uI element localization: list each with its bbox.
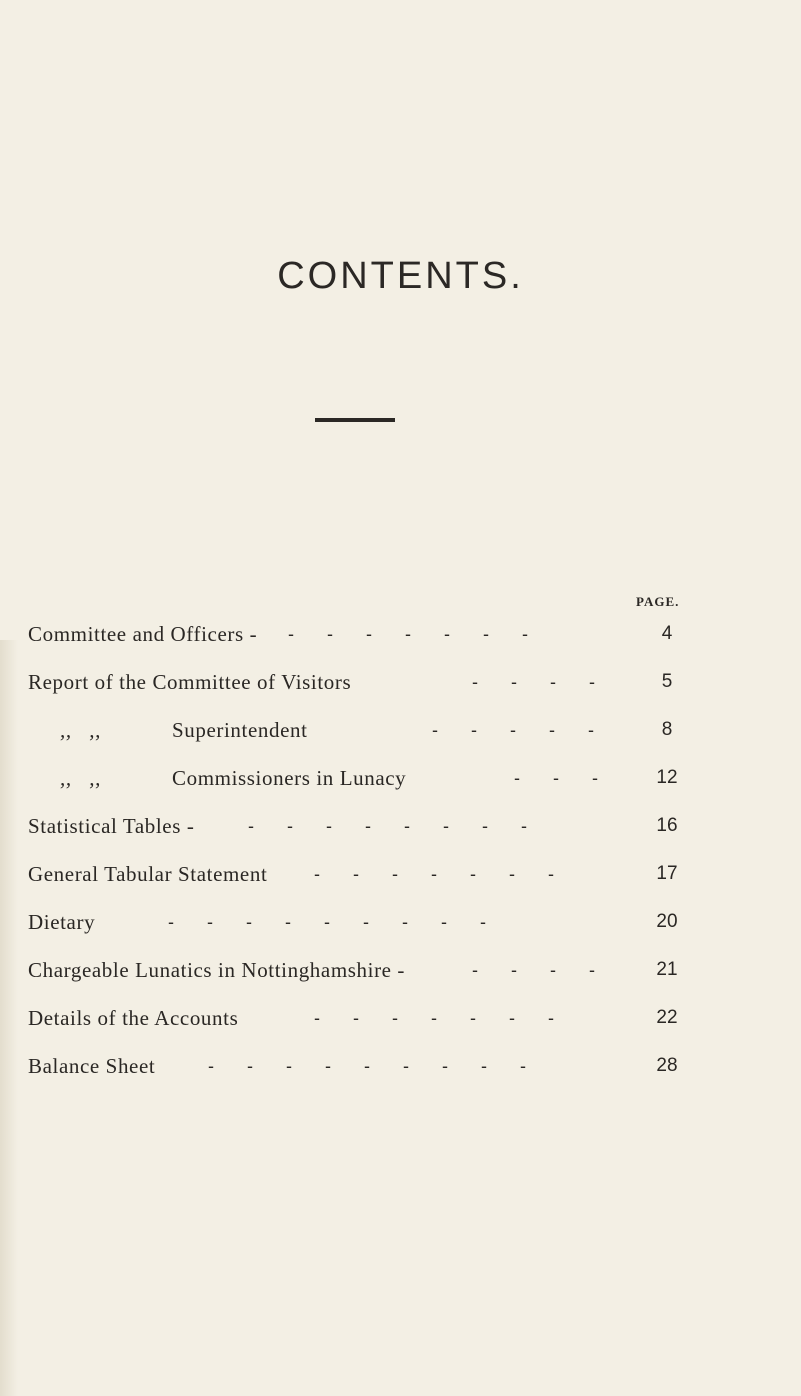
- title-rule: [315, 418, 395, 422]
- toc-entry-page: 4: [661, 623, 673, 644]
- toc-entry: [0, 946, 801, 994]
- page-title: CONTENTS.: [277, 255, 524, 297]
- toc-entry: [0, 802, 801, 850]
- leader-dots: - - - - - - -: [288, 624, 542, 644]
- toc-entry-page: 22: [656, 1007, 678, 1028]
- page-column-header: PAGE.: [636, 594, 680, 609]
- toc-entry-page: 17: [656, 863, 678, 884]
- toc-entry: [0, 898, 801, 946]
- leader-dots: - - - - -: [432, 720, 608, 740]
- ditto-marks: ,, ,,: [60, 718, 101, 742]
- toc-entry-label: [60, 754, 406, 802]
- toc-entry-text: Commissioners in Lunacy: [172, 766, 407, 790]
- toc-entry-page: 8: [661, 719, 673, 740]
- toc-entry-page: 16: [656, 815, 678, 836]
- toc-entry: [0, 850, 801, 898]
- toc-entry-page: 12: [656, 767, 678, 788]
- toc-entry-text: Superintendent: [172, 718, 308, 742]
- toc-entry-label: Committee and Officers -: [28, 622, 258, 646]
- toc-entry-label: Report of the Committee of Visitors: [28, 670, 352, 694]
- toc-entry-label: Dietary: [28, 910, 96, 934]
- toc-entry-label: General Tabular Statement: [28, 862, 268, 886]
- toc-entry-label: Balance Sheet: [28, 1054, 156, 1078]
- leader-dots: - - - - - - -: [314, 1008, 568, 1028]
- toc-entry-label: Chargeable Lunatics in Nottinghamshire -: [28, 958, 406, 982]
- toc-entry: [0, 1042, 801, 1090]
- leader-dots: - - -: [514, 768, 612, 788]
- leader-dots: - - - - - - - - -: [208, 1056, 540, 1076]
- toc-entry-label: Details of the Accounts: [28, 1006, 239, 1030]
- ditto-marks: ,, ,,: [60, 766, 101, 790]
- leader-dots: - - - -: [472, 960, 609, 980]
- toc-entry: [0, 754, 801, 802]
- toc-entry-page: 5: [661, 671, 673, 692]
- leader-dots: - - - -: [472, 672, 609, 692]
- toc-entry: [0, 610, 801, 658]
- leader-dots: - - - - - - - -: [248, 816, 541, 836]
- toc-entry-label: [60, 706, 308, 754]
- toc-entry: [0, 994, 801, 1042]
- toc-entry-page: 21: [656, 959, 678, 980]
- toc-entry: [0, 658, 801, 706]
- toc-entry: [0, 706, 801, 754]
- toc-entry-page: 20: [656, 911, 678, 932]
- toc-entry-page: 28: [656, 1055, 678, 1076]
- toc-entry-label: Statistical Tables -: [28, 814, 195, 838]
- leader-dots: - - - - - - - - -: [168, 912, 500, 932]
- leader-dots: - - - - - - -: [314, 864, 568, 884]
